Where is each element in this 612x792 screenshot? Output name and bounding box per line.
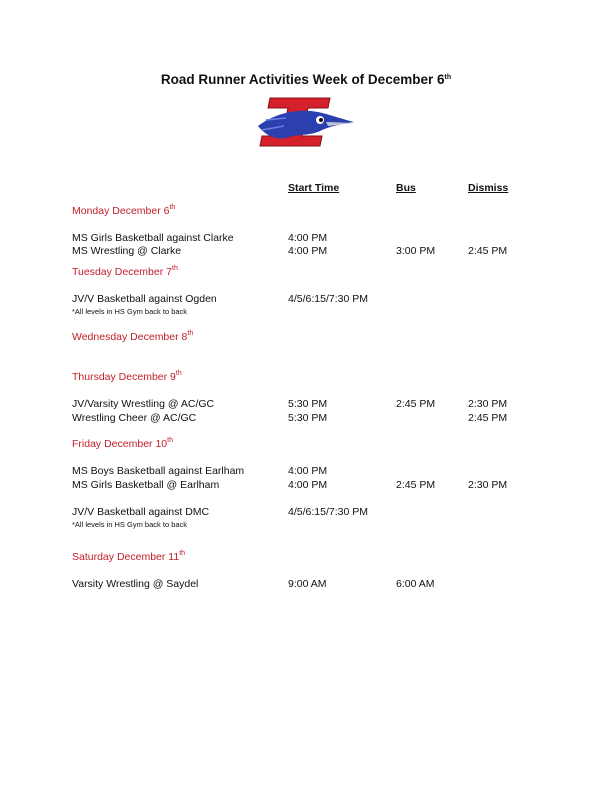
event-name: MS Wrestling @ Clarke [72, 245, 182, 257]
col-bus: Bus [396, 182, 416, 194]
event-bus: 6:00 AM [396, 578, 435, 590]
event-note: *All levels in HS Gym back to back [72, 520, 188, 529]
day-wednesday: Wednesday December 8th [72, 330, 194, 343]
roadrunner-logo-icon [256, 96, 356, 152]
event-name: MS Boys Basketball against Earlham [72, 465, 245, 477]
event-start: 4:00 PM [288, 245, 328, 257]
event-start: 4:00 PM [288, 465, 328, 477]
event-name: MS Girls Basketball @ Earlham [72, 479, 220, 491]
event-start: 4/5/6:15/7:30 PM [288, 506, 368, 518]
day-thursday: Thursday December 9th [72, 370, 182, 383]
day-monday: Monday December 6th [72, 204, 176, 217]
event-start: 4:00 PM [288, 479, 328, 491]
event-start: 4/5/6:15/7:30 PM [288, 293, 368, 305]
event-dismiss: 2:30 PM [468, 398, 508, 410]
day-tuesday: Tuesday December 7th [72, 265, 178, 278]
event-name: Wrestling Cheer @ AC/GC [72, 412, 197, 424]
event-name: Varsity Wrestling @ Saydel [72, 578, 199, 590]
event-note: *All levels in HS Gym back to back [72, 307, 188, 316]
event-start: 5:30 PM [288, 398, 328, 410]
col-start-time: Start Time [288, 182, 340, 194]
event-start: 4:00 PM [288, 232, 328, 244]
day-friday: Friday December 10th [72, 437, 173, 450]
event-bus: 2:45 PM [396, 479, 436, 491]
event-start: 9:00 AM [288, 578, 327, 590]
page-title: Road Runner Activities Week of December 6th [160, 72, 452, 87]
event-name: MS Girls Basketball against Clarke [72, 232, 234, 244]
event-name: JV/V Basketball against Ogden [72, 293, 217, 305]
col-dismiss: Dismiss [468, 182, 509, 194]
event-dismiss: 2:45 PM [468, 245, 508, 257]
event-dismiss: 2:30 PM [468, 479, 508, 491]
event-bus: 2:45 PM [396, 398, 436, 410]
event-bus: 3:00 PM [396, 245, 436, 257]
event-name: JV/Varsity Wrestling @ AC/GC [72, 398, 215, 410]
event-dismiss: 2:45 PM [468, 412, 508, 424]
event-name: JV/V Basketball against DMC [72, 506, 210, 518]
event-start: 5:30 PM [288, 412, 328, 424]
day-saturday: Saturday December 11th [72, 550, 186, 563]
